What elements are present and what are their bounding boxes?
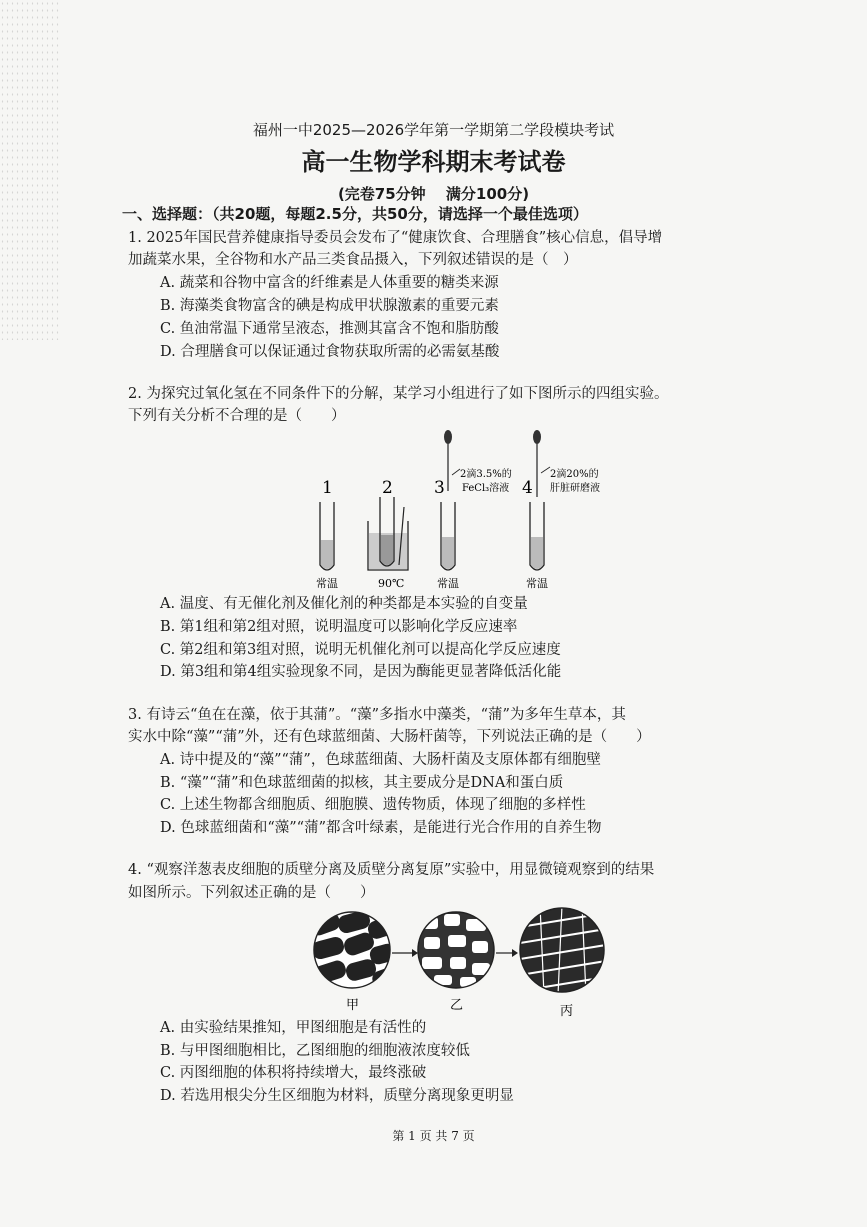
- q3-option-a: A. 诗中提及的“藻”“蒲”，色球蓝细菌、大肠杆菌及支原体都有细胞壁: [160, 752, 601, 768]
- q2-experiment-figure: [300, 425, 630, 593]
- q3-stem-line1: 3. 有诗云“鱼在在藻，依于其蒲”。“藻”多指水中藻类，“蒲”为多年生草本，其: [128, 707, 626, 723]
- cell-view-yi: [416, 910, 496, 990]
- q3-option-c: C. 上述生物都含细胞质、细胞膜、遗传物质，体现了细胞的多样性: [160, 797, 586, 813]
- arrow-right-icon: [392, 949, 418, 957]
- section-heading: 一、选择题：（共20题，每题2.5分，共50分，请选择一个最佳选项）: [122, 205, 588, 223]
- q1-stem-line2: 加蔬菜水果，全谷物和水产品三类食品摄入，下列叙述错误的是（ ）: [128, 252, 578, 268]
- q1-stem-line1: 1. 2025年国民营养健康指导委员会发布了“健康饮食、合理膳食”核心信息，倡导增: [128, 230, 663, 246]
- arrow-right-icon: [496, 949, 518, 957]
- tube-label-4: 常温: [526, 577, 548, 590]
- test-tube-1: [320, 502, 334, 570]
- q1-option-b: B. 海藻类食物富含的碘是构成甲状腺激素的重要元素: [160, 298, 499, 314]
- exam-meta: (完卷75分钟 满分100分): [337, 185, 530, 203]
- q1-option-c: C. 鱼油常温下通常呈液态，推测其富含不饱和脂肪酸: [160, 321, 499, 337]
- cell-view-bing: [518, 905, 608, 996]
- school-line: 福州一中2025—2026学年第一学期第二学段模块考试: [252, 121, 615, 139]
- q4-option-c: C. 丙图细胞的体积将持续增大，最终涨破: [160, 1065, 427, 1081]
- q4-option-d: D. 若选用根尖分生区细胞为材料，质壁分离现象更明显: [160, 1088, 514, 1104]
- page-footer: 第 1 页 共 7 页: [392, 1129, 475, 1143]
- tube-label-2: 90℃: [378, 577, 405, 590]
- tube-number-1: 1: [322, 478, 333, 498]
- q3-option-d: D. 色球蓝细菌和“藻”“蒲”都含叶绿素，是能进行光合作用的自养生物: [160, 820, 602, 836]
- reagent4-line2: 肝脏研磨液: [550, 483, 600, 494]
- tube-label-3: 常温: [437, 577, 459, 590]
- q4-option-b: B. 与甲图细胞相比，乙图细胞的细胞液浓度较低: [160, 1043, 470, 1059]
- label-jia: 甲: [346, 998, 360, 1013]
- tube-label-1: 常温: [316, 577, 338, 590]
- q1-option-d: D. 合理膳食可以保证通过食物获取所需的必需氨基酸: [160, 344, 500, 360]
- q3-stem-line2: 实水中除“藻”“蒲”外，还有色球蓝细菌、大肠杆菌等，下列说法正确的是（ ）: [128, 729, 651, 745]
- q2-option-d: D. 第3组和第4组实验现象不同，是因为酶能更显著降低活化能: [160, 664, 562, 680]
- reagent3-line1: 2滴3.5%的: [460, 469, 512, 480]
- q3-option-b: B. “藻”“蒲”和色球蓝细菌的拟核，其主要成分是DNA和蛋白质: [160, 775, 564, 791]
- label-yi: 乙: [450, 998, 464, 1013]
- page-title: 高一生物学科期末考试卷: [301, 148, 566, 176]
- label-bing: 丙: [560, 1004, 574, 1019]
- q2-stem-line1: 2. 为探究过氧化氢在不同条件下的分解，某学习小组进行了如下图所示的四组实验。: [128, 386, 669, 402]
- tube-number-2: 2: [382, 478, 393, 498]
- reagent4-line1: 2滴20%的: [550, 469, 599, 480]
- q4-microscope-figure: [310, 905, 610, 1025]
- test-tube-4: [530, 430, 550, 570]
- q2-option-c: C. 第2组和第3组对照，说明无机催化剂可以提高化学反应速度: [160, 642, 561, 658]
- cell-view-jia: [310, 909, 400, 989]
- reagent3-line2: FeCl₃溶液: [462, 483, 510, 494]
- test-tube-3: [441, 430, 460, 570]
- tube-number-4: 4: [522, 478, 533, 498]
- tube-number-3: 3: [434, 478, 445, 498]
- q4-stem-line2: 如图所示。下列叙述正确的是（ ）: [128, 885, 375, 901]
- q4-option-a: A. 由实验结果推知，甲图细胞是有活性的: [160, 1020, 427, 1036]
- q2-option-b: B. 第1组和第2组对照，说明温度可以影响化学反应速率: [160, 619, 518, 635]
- test-tube-2-in-beaker: [368, 497, 408, 570]
- q2-option-a: A. 温度、有无催化剂及催化剂的种类都是本实验的自变量: [160, 596, 528, 612]
- q4-stem-line1: 4. “观察洋葱表皮细胞的质壁分离及质壁分离复原”实验中，用显微镜观察到的结果: [128, 862, 655, 878]
- q1-option-a: A. 蔬菜和谷物中富含的纤维素是人体重要的糖类来源: [160, 275, 499, 291]
- q2-stem-line2: 下列有关分析不合理的是（ ）: [128, 408, 346, 424]
